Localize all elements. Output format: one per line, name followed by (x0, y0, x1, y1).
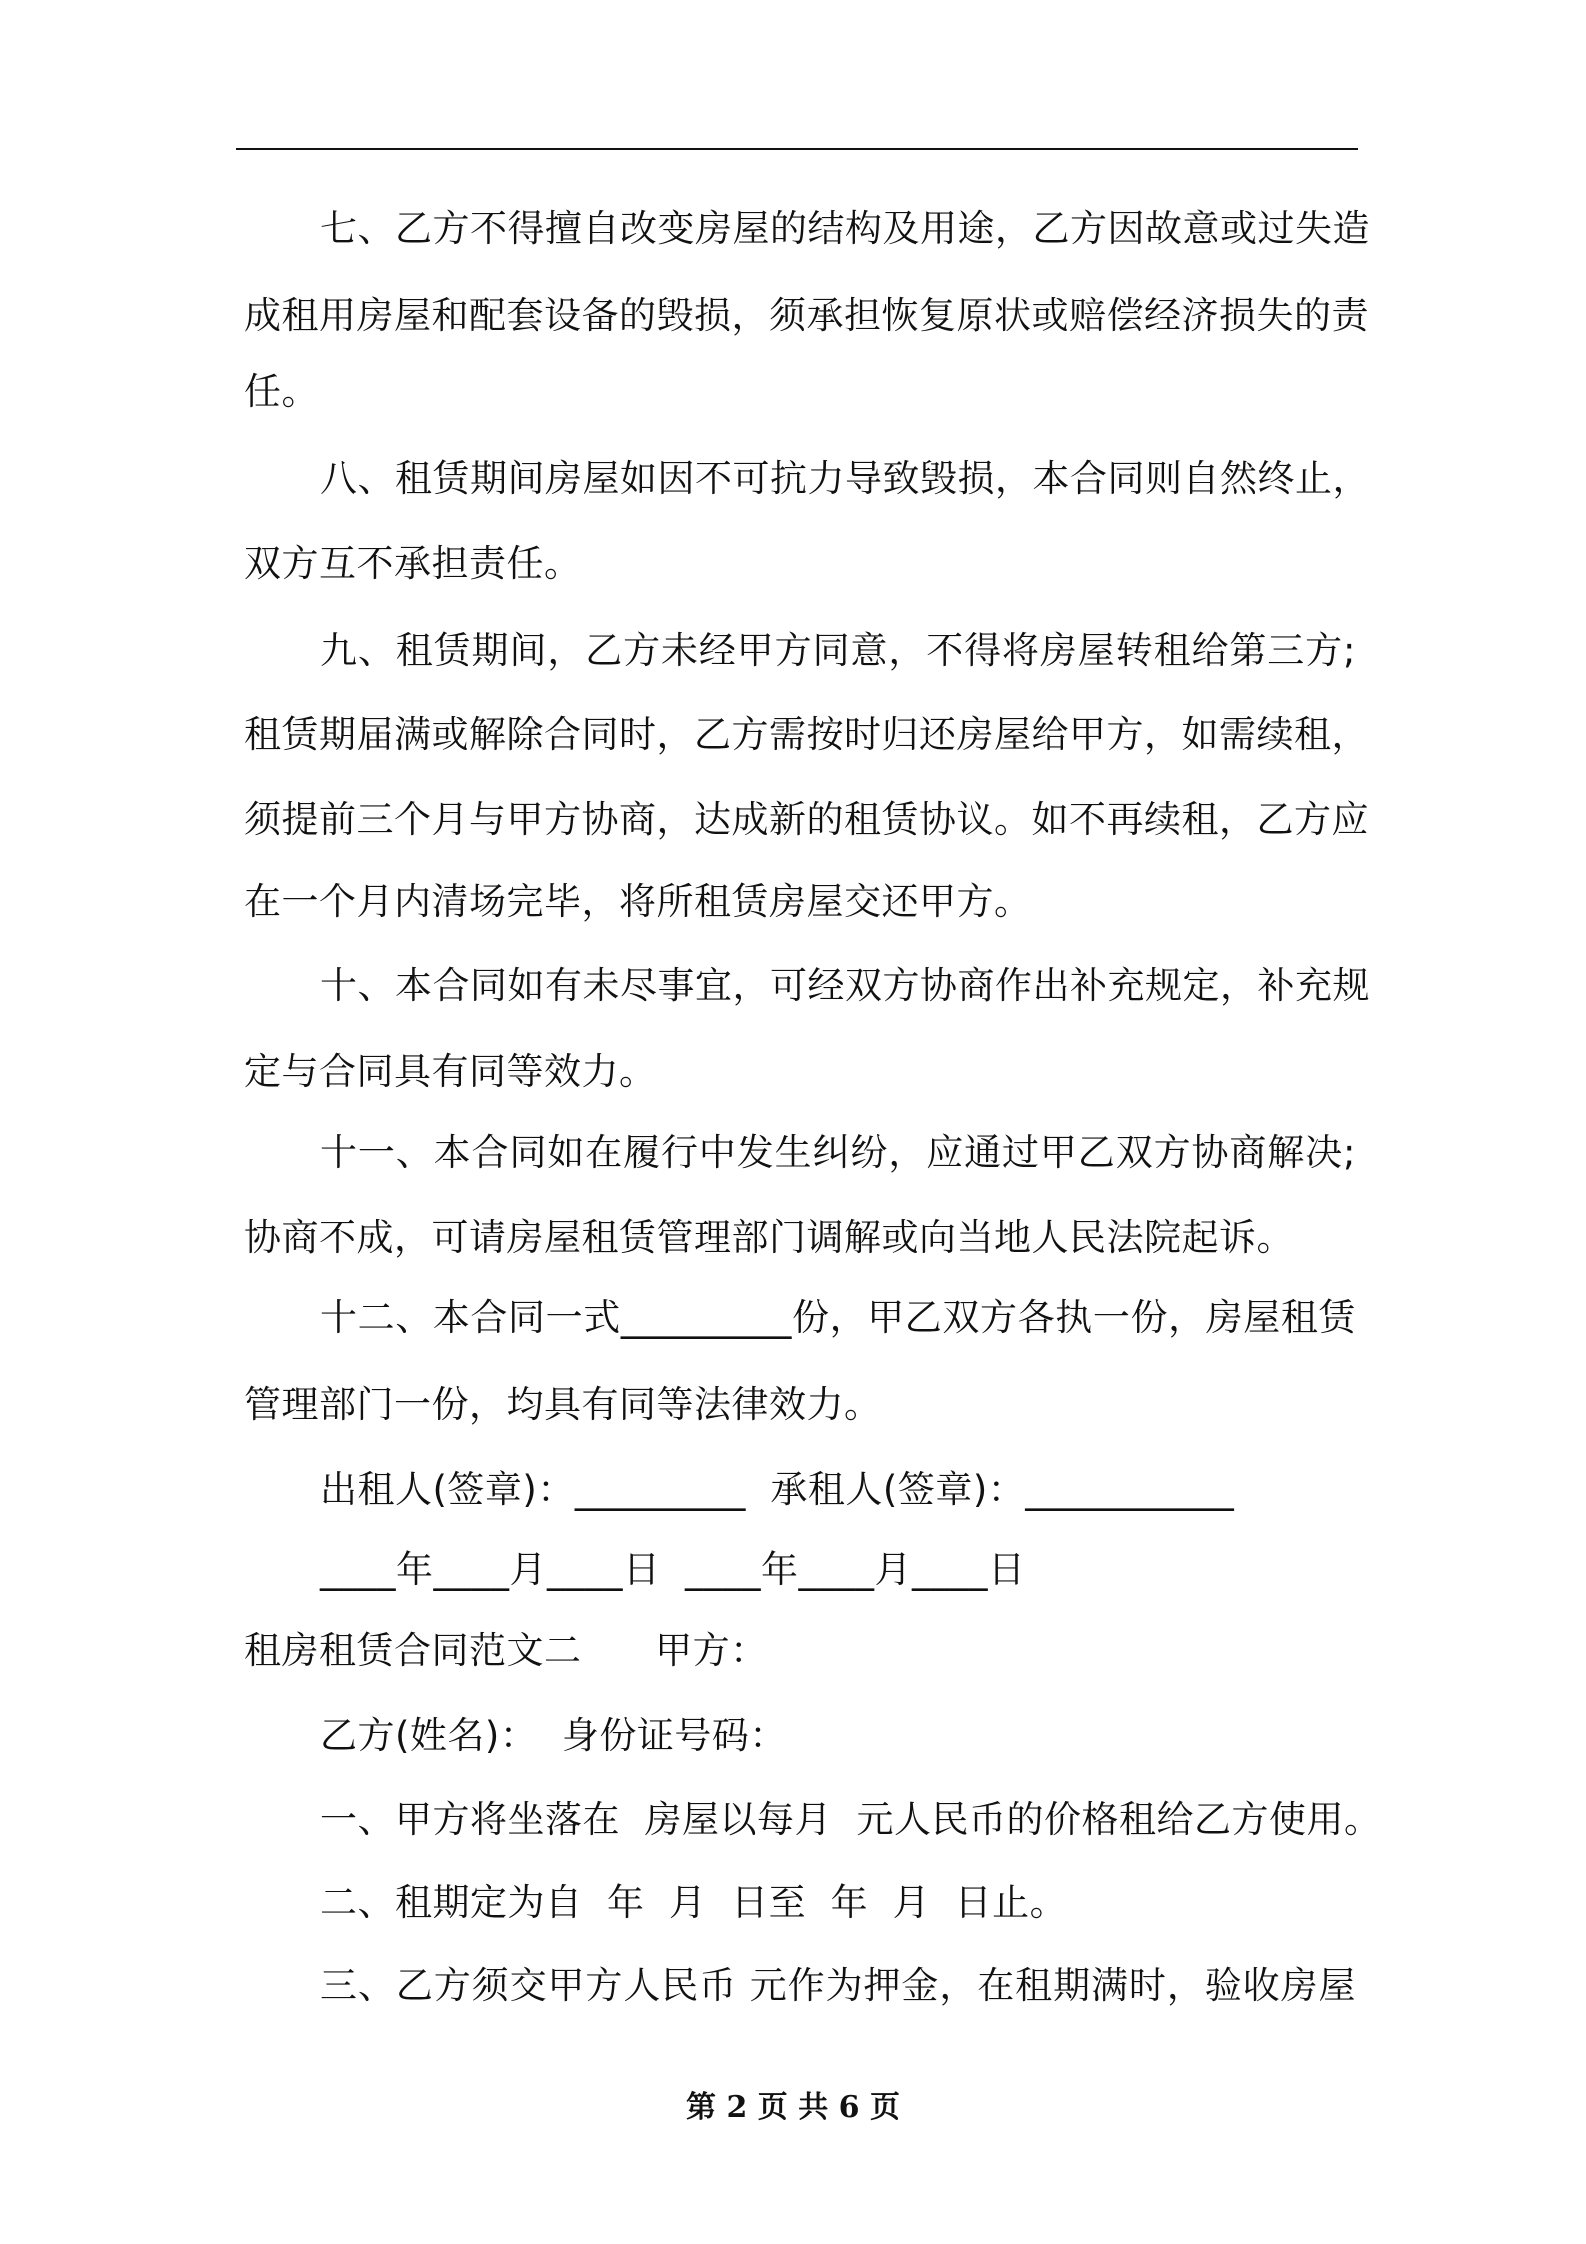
text-line: 定与合同具有同等效力。 (244, 1050, 657, 1093)
text-line: 乙方(姓名)： 身份证号码： (320, 1714, 787, 1757)
text-line: 任。 (244, 370, 319, 413)
text-line: 八、租赁期间房屋如因不可抗力导致毁损，本合同则自然终止， (320, 457, 1370, 500)
text-line: 十、本合同如有未尽事宜，可经双方协商作出补充规定，补充规 (320, 964, 1370, 1007)
page-number: 第 2 页 共 6 页 (686, 2090, 900, 2125)
text-line: 在一个月内清场完毕，将所租赁房屋交还甲方。 (244, 880, 1032, 923)
date-line: ____年____月____日 ____年____月____日 (320, 1548, 1026, 1591)
text-line: 十一、本合同如在履行中发生纠纷，应通过甲乙双方协商解决; (320, 1131, 1356, 1174)
section-title: 租房租赁合同范文二 甲方： (244, 1629, 768, 1672)
text-line: 双方互不承担责任。 (244, 542, 582, 585)
text-line: 成租用房屋和配套设备的毁损，须承担恢复原状或赔偿经济损失的责 (244, 294, 1369, 337)
text-line: 协商不成，可请房屋租赁管理部门调解或向当地人民法院起诉。 (244, 1216, 1294, 1259)
signature-line: 出租人(签章)：_________ 承租人(签章)：___________ (320, 1468, 1235, 1511)
text-line: 三、乙方须交甲方人民币 元作为押金，在租期满时，验收房屋 (320, 1964, 1356, 2007)
text-line: 九、租赁期间，乙方未经甲方同意，不得将房屋转租给第三方; (320, 629, 1356, 672)
text-line: 管理部门一份，均具有同等法律效力。 (244, 1383, 882, 1426)
text-line: 须提前三个月与甲方协商，达成新的租赁协议。如不再续租，乙方应 (244, 798, 1369, 841)
header-rule (236, 148, 1358, 150)
text-line: 一、甲方将坐落在 房屋以每月 元人民币的价格租给乙方使用。 (320, 1798, 1382, 1841)
text-line: 十二、本合同一式_________份，甲乙双方各执一份，房屋租赁 (320, 1296, 1356, 1339)
text-line: 租赁期届满或解除合同时，乙方需按时归还房屋给甲方，如需续租， (244, 713, 1369, 756)
text-line: 七、乙方不得擅自改变房屋的结构及用途，乙方因故意或过失造 (320, 207, 1370, 250)
text-line: 二、租期定为自 年 月 日至 年 月 日止。 (320, 1881, 1068, 1924)
